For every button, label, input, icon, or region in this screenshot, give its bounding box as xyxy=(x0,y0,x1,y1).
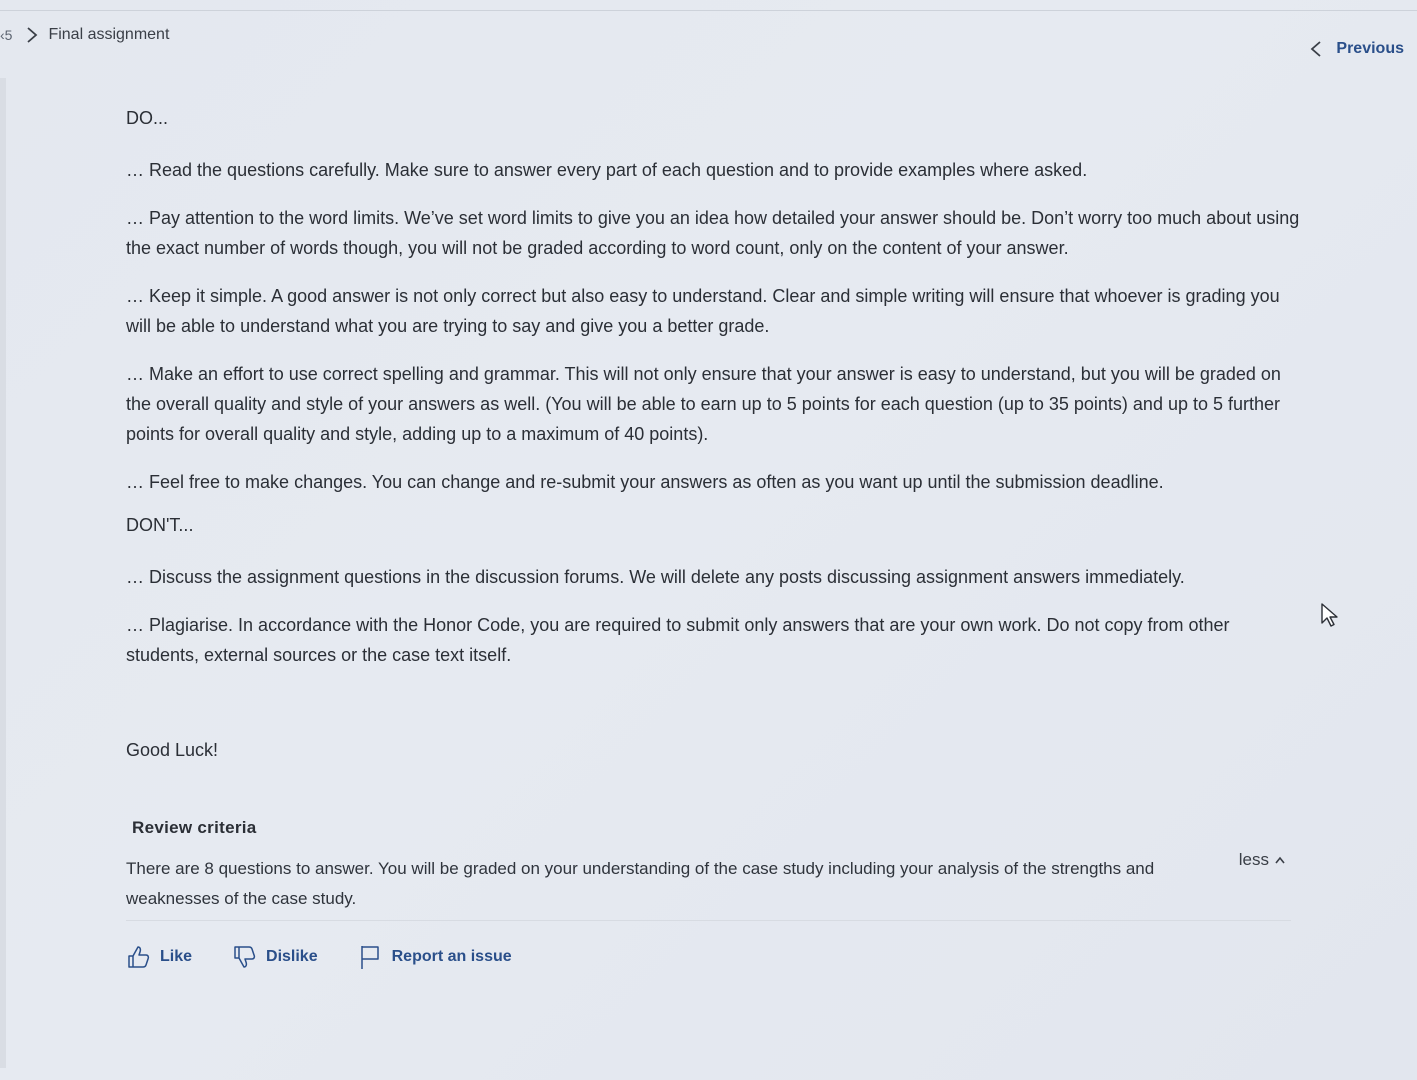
less-toggle-button[interactable] xyxy=(1239,850,1285,870)
mouse-pointer-icon xyxy=(1320,602,1340,628)
previous-link[interactable] xyxy=(1310,40,1404,58)
dont-item: … Plagiarise. In accordance with the Honor Code, you are required to submit only answers that are your own work. Do not copy from other students, external sources or the case text itself. xyxy=(126,615,1230,665)
closing-text: Good Luck! xyxy=(126,740,219,760)
chevron-left-icon xyxy=(1310,40,1322,58)
do-heading: DO... xyxy=(126,108,169,128)
breadcrumb-current: Final assignment xyxy=(48,26,170,43)
chevron-up-icon xyxy=(1275,856,1285,864)
do-item: … Keep it simple. A good answer is not only correct but also easy to understand. Clear and simple writing will ensure that whoever is grading you will be able to understand what you are trying to say and give you a better grade. xyxy=(126,286,1280,336)
review-criteria-section xyxy=(126,818,1291,921)
dont-heading: DON'T... xyxy=(126,515,194,535)
do-item: … Feel free to make changes. You can change and re-submit your answers as often as you want up until the submission deadline. xyxy=(126,472,1164,492)
previous-label: Previous xyxy=(1336,40,1404,57)
do-item: … Pay attention to the word limits. We’ve set word limits to give you an idea how detailed your answer should be. Don’t worry too much about using the exact number of words though, you will not be graded according to word count, only on the content of your answer. xyxy=(126,208,1300,258)
flag-icon xyxy=(358,944,382,970)
report-issue-label: Report an issue xyxy=(391,948,512,965)
feedback-actions xyxy=(126,944,552,970)
top-divider xyxy=(0,0,1417,11)
thumbs-up-icon xyxy=(126,944,150,970)
report-issue-button[interactable] xyxy=(358,944,512,970)
assignment-instructions xyxy=(126,108,1301,761)
like-button[interactable] xyxy=(126,944,192,970)
do-item: … Make an effort to use correct spelling and grammar. This will not only ensure that your answer is easy to understand, but you will be graded on the overall quality and style of your answers as well. (You will be able to earn up to 5 points for each question (up to 35 points) and up to 5 further points for overall quality and style, adding up to a maximum of 40 points). xyxy=(126,364,1281,444)
review-criteria-text: There are 8 questions to answer. You will be graded on your understanding of the case study including your analysis of the strengths and weaknesses of the case study. xyxy=(126,859,1155,908)
chevron-right-icon xyxy=(26,26,38,44)
do-item: … Read the questions carefully. Make sure to answer every part of each question and to provide examples where asked. xyxy=(126,160,1088,180)
review-criteria-title: Review criteria xyxy=(132,818,257,837)
left-panel-edge xyxy=(0,78,6,1068)
dislike-button[interactable] xyxy=(232,944,318,970)
less-toggle-label: less xyxy=(1238,850,1269,869)
like-label: Like xyxy=(160,948,193,965)
breadcrumb-prev-item[interactable]: ‹5 xyxy=(0,27,13,43)
dont-item: … Discuss the assignment questions in the discussion forums. We will delete any posts discussing assignment answers immediately. xyxy=(126,567,1185,587)
thumbs-down-icon xyxy=(232,944,256,970)
dislike-label: Dislike xyxy=(266,948,318,965)
breadcrumb xyxy=(0,22,169,48)
